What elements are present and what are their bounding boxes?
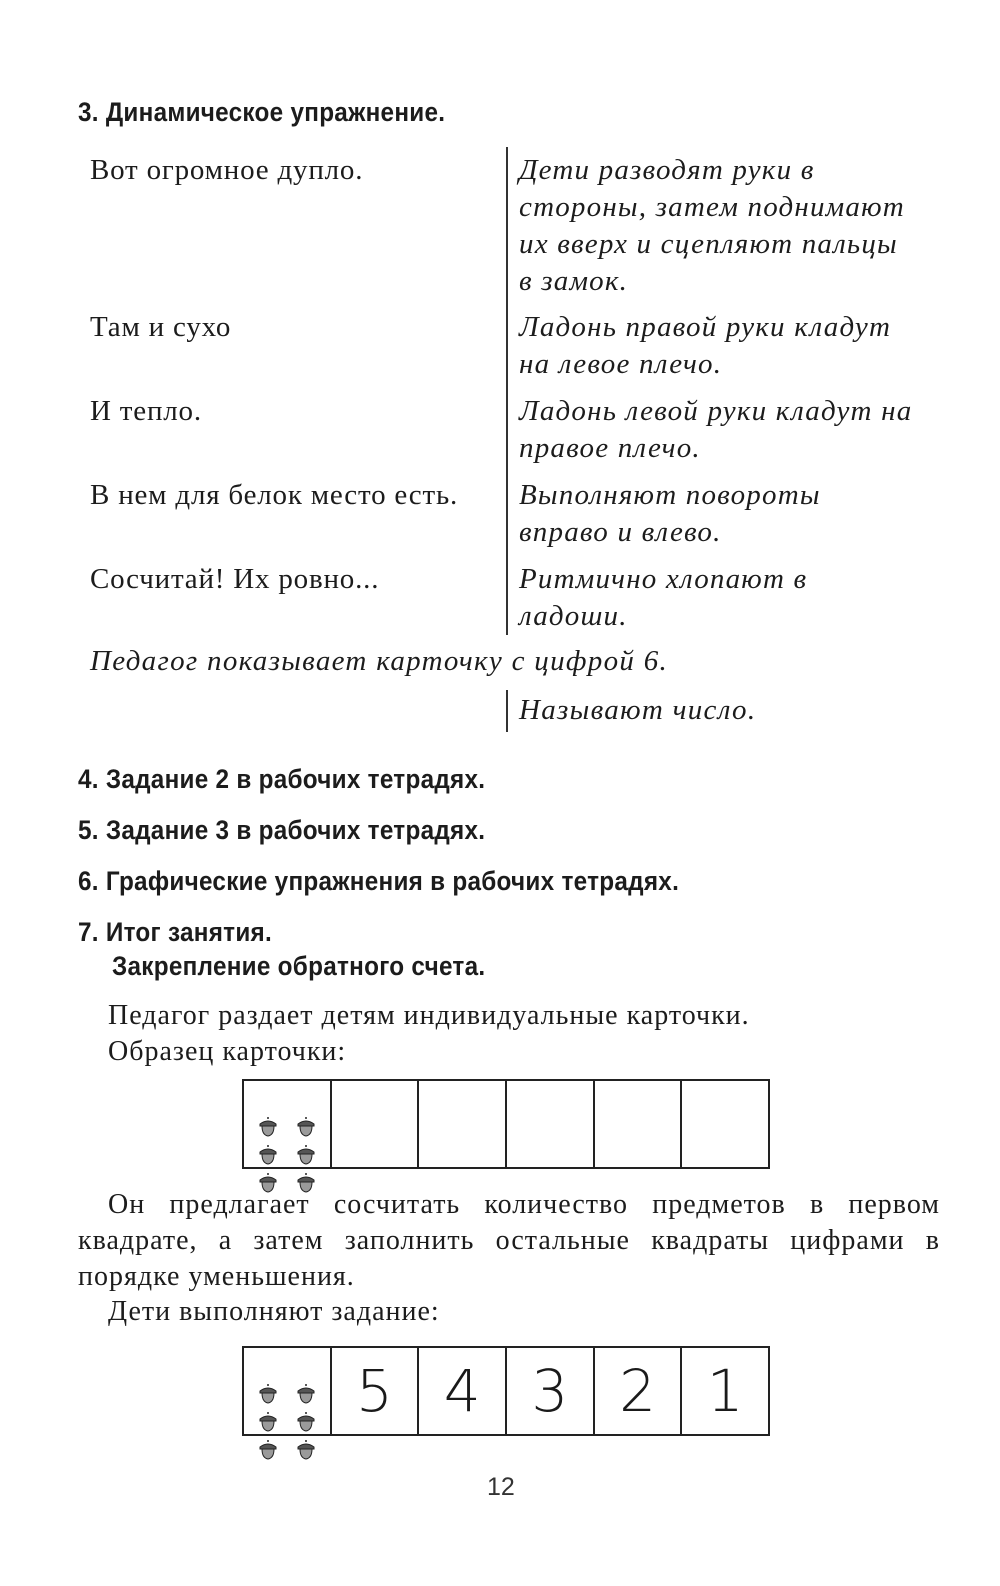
verse-row (90, 393, 920, 477)
section-5-title: 5. Задание 3 в рабочих тетрадях. (78, 815, 486, 845)
section-4-title: 4. Задание 2 в рабочих тетрадях. (78, 764, 486, 794)
acorn-icon (295, 1084, 317, 1106)
verse-table (90, 152, 920, 641)
paragraph: Педагог раздает детям индивидуальные карточки. (108, 1000, 750, 1031)
movement-text: Ритмично хлопают в ладоши. (519, 563, 808, 632)
note-divider (506, 690, 508, 732)
verse-row (90, 477, 920, 561)
card-cell (593, 1081, 681, 1167)
card-digit: 3 (505, 1348, 593, 1434)
paragraph: Он предлагает сосчитать количество предметов в первом квадрате, а затем заполнить остальные квадраты цифрами в порядке уменьшения. (78, 1189, 940, 1292)
acorn-icon (295, 1140, 317, 1162)
acorn-group (257, 1084, 317, 1164)
card-digit: 1 (680, 1348, 768, 1434)
verse-row (90, 152, 920, 309)
verse-text: Вот огромное дупло. (90, 154, 364, 186)
card-digit: 2 (593, 1348, 681, 1434)
acorn-group (257, 1351, 317, 1431)
acorn-cell (244, 1081, 330, 1167)
acorn-icon (257, 1112, 279, 1134)
card-digit: 4 (417, 1348, 505, 1434)
card-digit: 5 (330, 1348, 418, 1434)
card-cell (680, 1081, 768, 1167)
paragraph: Дети выполняют задание: (108, 1296, 440, 1327)
acorn-icon (257, 1140, 279, 1162)
acorn-icon (257, 1407, 279, 1429)
verse-text: И тепло. (90, 395, 202, 427)
verse-row (90, 309, 920, 393)
movement-text: Ладонь левой руки кладут на правое плечо. (519, 395, 913, 464)
acorn-icon (295, 1407, 317, 1429)
verse-text: Сосчитай! Их ровно... (90, 563, 380, 595)
sample-card (242, 1079, 770, 1169)
filled-card (242, 1346, 770, 1436)
acorn-icon (295, 1351, 317, 1373)
section-3-title: 3. Динамическое упражнение. (78, 97, 446, 127)
acorn-icon (295, 1112, 317, 1134)
movement-text: Выполняют повороты вправо и влево. (519, 479, 821, 548)
movement-text: Ладонь правой руки кладут на левое плечо. (519, 311, 892, 380)
card-cell (417, 1081, 505, 1167)
verse-text: Там и сухо (90, 311, 232, 343)
acorn-icon (295, 1379, 317, 1401)
movement-text: Дети разводят руки в стороны, затем поднимают их вверх и сцепляют пальцы в замок. (519, 154, 905, 297)
teacher-note: Педагог показывает карточку с цифрой 6. (90, 645, 669, 677)
section-7-subtitle: Закрепление обратного счета. (112, 951, 486, 981)
card-cell (330, 1081, 418, 1167)
paragraph: Образец карточки: (108, 1036, 347, 1067)
verse-text: В нем для белок место есть. (90, 479, 459, 511)
acorn-icon (257, 1351, 279, 1373)
section-7-title: 7. Итог занятия. (78, 917, 273, 947)
page-number: 12 (487, 1473, 515, 1501)
card-cell (505, 1081, 593, 1167)
acorn-cell (244, 1348, 330, 1434)
verse-row (90, 561, 920, 641)
section-6-title: 6. Графические упражнения в рабочих тетрадях. (78, 866, 680, 896)
acorn-icon (257, 1379, 279, 1401)
acorn-icon (257, 1084, 279, 1106)
children-note: Называют число. (519, 694, 757, 726)
